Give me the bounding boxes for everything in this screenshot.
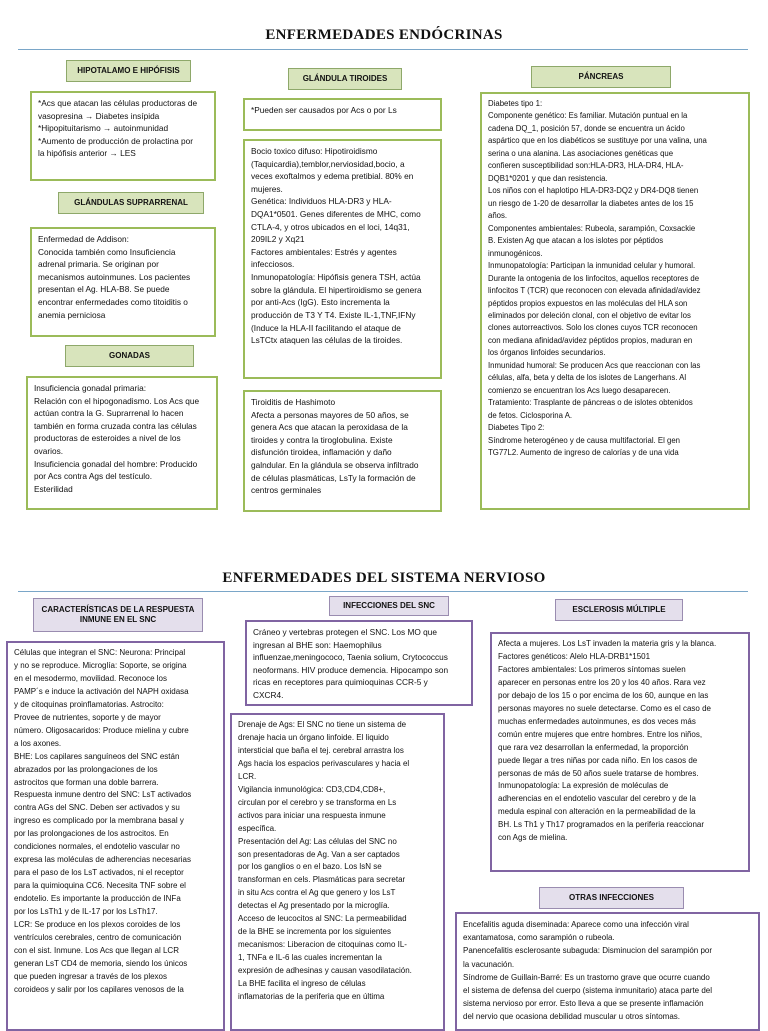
header-hipotalamo: HIPOTALAMO E HIPÓFISIS <box>66 60 191 82</box>
header-infecciones-snc: INFECCIONES DEL SNC <box>329 596 449 616</box>
text-line: común entre mujeres que entre hombres. Entre los niños, <box>498 729 703 739</box>
text-line: para el paso de los LsT activados, ni el receptor <box>14 868 184 878</box>
text-line: DQB1*0201 y que dan resistencia. <box>488 173 608 183</box>
text-line: muchas enfermedades autoinmunes, es dos veces más <box>498 716 696 726</box>
text-line: medula espinal con alteración en la permeabilidad de la <box>498 807 696 817</box>
header-suprarrenal: GLÁNDULAS SUPRARRENAL <box>58 192 204 214</box>
text-line: *Hipopituitarismo → autoinmunidad <box>38 123 169 134</box>
header-otras-infecciones: OTRAS INFECCIONES <box>539 887 684 909</box>
text-line: Componente genético: Es familiar. Mutación puntual en la <box>488 111 688 121</box>
text-line: por debajo de los 15 o por encima de los 60, aunque en las <box>498 690 709 700</box>
divider <box>18 49 748 50</box>
text-line: confieren susceptibilidad son:HLA-DR3, HLA-DR4, HLA- <box>488 161 684 171</box>
text-line: Provee de nutrientes, soporte y de mayor <box>14 712 161 722</box>
text-line: 1, TNFa e IL-6 las cuales incrementan la <box>238 953 382 963</box>
text-line: Diabetes Tipo 2: <box>488 423 545 433</box>
text-line: drenaje hacia un órgano linfoide. El liquido <box>238 732 389 742</box>
text-line: sistema nervioso por error. Esto lleva a que se presente inflamación <box>463 999 704 1009</box>
header-tiroides: GLÁNDULA TIROIDES <box>288 68 402 90</box>
text-line: también en forma cruzada contra las células <box>34 420 197 431</box>
text-line: transforman en cels. Plasmáticas para secretar <box>238 875 406 885</box>
header-gonadas: GONADAS <box>65 345 194 367</box>
text-line: la hipófisis anterior → LES <box>38 148 136 159</box>
text-line: Conocida también como Insuficiencia <box>38 246 176 257</box>
header-esclerosis: ESCLEROSIS MÚLTIPLE <box>555 599 683 621</box>
text-line: DQA1*0501. Genes diferentes de MHC, como <box>251 209 421 220</box>
text-line: ingresan al BHE son: Haemophilus <box>253 639 382 650</box>
text-line: Ags hacia los espacios perivasculares y hacia el <box>238 758 410 768</box>
text-line: Inmunopatología: Participan la inmunidad celular y humoral. <box>488 261 696 271</box>
text-line: veces exoftalmos y edema pretibial. 80% en <box>251 171 414 182</box>
text-line: Vigilancia inmunológica: CD3,CD4,CD8+, <box>238 784 386 794</box>
text-line: TG77L2. Aumento de ingreso de calorías y de una vida <box>488 448 679 458</box>
text-line: para la quimioquina CC6. Necesita TNF sobre el <box>14 881 186 891</box>
text-line: en el mesodermo, movilidad. Reconoce los <box>14 673 167 683</box>
text-line: producción de T3 Y T4. Existe IL-1,TNF,IFNy <box>251 309 416 320</box>
text-line: y no se reproduce. Microglía: Soporte, se origina <box>14 660 187 670</box>
text-line: BHE: Los capilares sanguíneos del SNC están <box>14 751 180 761</box>
header-respuesta-inmune: CARACTERÍSTICAS DE LA RESPUESTA INMUNE EN EL SNC <box>33 598 203 632</box>
text-line: *Aumento de producción de prolactina por <box>38 135 193 146</box>
text-line: Afecta a mujeres. Los LsT invaden la materia gris y la blanca. <box>498 639 717 648</box>
text-line: Componentes ambientales: Rubeola, sarampión, Coxsackie <box>488 223 696 233</box>
text-line: centros germinales <box>251 485 322 496</box>
text-line: coroideos y salir por los capilares venosos de la <box>14 984 184 994</box>
text-line: linfocitos T (TCR) que reconocen con elevada afinidad/avidez <box>488 286 701 296</box>
text-line: con mediana afinidad/avidez péptidos propios, maduran en <box>488 335 693 345</box>
text-line: Factores genéticos: Alelo HLA-DRB1*1501 <box>498 651 651 661</box>
text-line: por anti-Acs (IgG). Esto incrementa la <box>251 297 390 308</box>
text-line: expresa las moléculas de adherencias necesarias <box>14 855 191 865</box>
text-line: clones autorreactivos. Solo los clones cuyos TCR reconocen <box>488 323 698 333</box>
text-line: abrazados por las prolongaciones de los <box>14 764 158 774</box>
text-line: LCR: Se produce en los plexos coroides de los <box>14 920 181 930</box>
text-line: aparecer en personas entre los 20 y los 40 años. Rara vez <box>498 677 706 687</box>
text-line: por las prolongaciones de los astrocitos. En <box>14 829 169 839</box>
text-line: péptidos propios expuestos en las moléculas del HLA son <box>488 298 688 308</box>
text-line: CTLA-4, y otros ubicados en el loci, 14q31, <box>251 221 410 232</box>
box-otras-infecciones <box>455 912 760 1031</box>
text-line: que rara vez desarrollan la enfermedad, la proporción <box>498 742 689 752</box>
text-line: Panencefalitis esclerosante subaguda: Disminucion del sarampión por <box>463 946 713 956</box>
text-line: Diabetes tipo 1: <box>488 99 543 108</box>
text-line: mecanismos autoinmunes. Los pacientes <box>38 271 191 282</box>
text-line: detectas el Ag presentado por la microglía. <box>238 901 390 911</box>
text-line: Síndrome de Guillain-Barré: Es un trastorno grave que ocurre cuando <box>463 972 710 982</box>
text-line: personas de más de 50 años suele tratarse de hombres. <box>498 768 699 778</box>
text-line: aspártico que en los diabéticos se sustituye por una valina, una <box>488 136 707 146</box>
text-line: adherencias en el endotelio vascular del cerebro y de la <box>498 794 696 804</box>
text-line: Cráneo y vertebras protegen el SNC. Los MO que <box>253 627 438 637</box>
text-line: in situ Acs contra el Ag que genero y los LsT <box>238 888 396 898</box>
text-line: mujeres. <box>251 183 283 194</box>
box-infecciones-bottom <box>230 713 445 1031</box>
text-line: específica. <box>238 823 277 833</box>
text-line: presentan el Ag. HLA-B8. Se puede <box>38 284 170 295</box>
text-line: Encefalitis aguda diseminada: Aparece como una infección viral <box>463 920 689 929</box>
text-line: ventrículos cerebrales, centro de comunicación <box>14 932 182 942</box>
text-line: Inmunopatología: Hipófisis genera TSH, actúa <box>251 272 421 283</box>
text-line: infecciosos. <box>251 259 295 270</box>
box-suprarrenal <box>30 227 216 337</box>
text-line: que pueden ingresar a través de los plexos <box>14 971 167 981</box>
text-line: por los ganglios o en el bazo. Los lsN se <box>238 862 382 872</box>
text-line: astrocitos que forman una doble barrera. <box>14 777 159 787</box>
header-pancreas: PÁNCREAS <box>531 66 671 88</box>
text-line: productoras de esteroides a nivel de los <box>34 433 181 444</box>
text-line: Durante la ontogenia de los linfocitos, aquellos receptores de <box>488 273 700 283</box>
text-line: galndular. En la glándula se observa infiltrado <box>251 460 419 471</box>
text-line: Factores ambientales: Estrés y agentes <box>251 246 397 257</box>
section-title-endocrinas: ENFERMEDADES ENDÓCRINAS <box>265 27 503 43</box>
text-line: por los LsTh1 y de IL-17 por los LsTh17. <box>14 907 158 917</box>
text-line: células, alfa, beta y delta de los islotes de Langerhans. Al <box>488 373 687 383</box>
divider <box>18 591 748 592</box>
text-line: vasopresina → Diabetes insípida <box>38 110 160 121</box>
text-line: tiroides y contra la tiroglobulina. Existe <box>251 434 393 445</box>
box-tiroides-intro <box>243 98 442 131</box>
text-line: Afecta a personas mayores de 50 años, se <box>251 409 409 420</box>
text-line: CXCR4. <box>253 690 284 701</box>
text-line: inmunogénicos. <box>488 248 543 258</box>
text-line: de células plasmáticas, LsTy la formación de <box>251 472 416 483</box>
text-line: endotelio. Es importante la producción de INFa <box>14 894 181 904</box>
text-line: Presentación del Ag: Las células del SNC no <box>238 836 397 846</box>
text-line: activos para iniciar una respuesta inmune <box>238 810 386 820</box>
text-line: Síndrome heterogéneo y de causa multifactorial. El gen <box>488 435 681 445</box>
text-line: Inmunidad humoral: Se producen Acs que reaccionan con las <box>488 360 701 370</box>
box-bocio <box>243 139 442 379</box>
text-line: Bocio toxico difuso: Hipotiroidismo <box>251 146 378 156</box>
text-line: cadena DQ_1, posición 57, donde se encuentra un ácido <box>488 123 685 133</box>
text-line: Drenaje de Ags: El SNC no tiene un sistema de <box>238 720 407 729</box>
text-line: Genética: Individuos HLA-DR3 y HLA- <box>251 196 392 207</box>
text-line: generan LsT CD4 de memoria, siendo los únicos <box>14 958 188 968</box>
text-line: Acceso de leucocitos al SNC: La permeabilidad <box>238 914 407 924</box>
text-line: eliminados por deleción clonal, con el objetivo de evitar los <box>488 310 691 320</box>
box-infecciones-top <box>245 620 473 706</box>
text-line: Esterilidad <box>34 483 73 494</box>
text-line: comienzo se encuentran los Acs luego desaparecen. <box>488 385 671 395</box>
text-line: *Acs que atacan las células productoras de <box>38 98 198 108</box>
text-line: (Taquicardia),temblor,nerviosidad,bocio, a <box>251 158 405 169</box>
text-line: ricas en receptores para quimioquinas CCR-5 y <box>253 677 428 688</box>
text-line: B. Existen Ag que atacan a los islotes por péptidos <box>488 236 664 246</box>
text-line: Los niños con el haplotipo HLA-DR3-DQ2 y DR4-DQ8 tienen <box>488 186 699 196</box>
text-line: exantamatosa, como sarampión o rubeola. <box>463 933 615 943</box>
text-line: son presentadoras de Ag. Van a ser captados <box>238 849 400 859</box>
box-hashimoto <box>243 390 442 512</box>
text-line: disfunción tiroidea, inflamación y daño <box>251 447 392 458</box>
text-line: y de citoquinas proinflamatorias. Astrocito: <box>14 699 164 709</box>
text-line: serina o una alanina. Las asociaciones genéticas que <box>488 148 674 158</box>
text-line: PAMP´s e induce la activación del NAPH oxidasa <box>14 686 189 696</box>
text-line: de la BHE se incrementa por los siguientes <box>238 927 391 937</box>
text-line: influenzae,meningococo, Taenia solium, Crytococcus <box>253 652 448 663</box>
text-line: encontrar enfermedades como titoiditis o <box>38 297 188 308</box>
text-line: (Induce la HLA-II facilitando el ataque de <box>251 322 401 333</box>
text-line: 209IL2 y Xq21 <box>251 234 305 245</box>
text-line: puede llegar a tres niñas por cada niño. En los casos de <box>498 755 698 765</box>
text-line: inflamatorias de la periferia que en última <box>238 992 385 1002</box>
text-line: Respuesta inmune dentro del SNC: LsT activados <box>14 790 192 800</box>
box-gonadas <box>26 376 218 510</box>
section-title-sistema-nervioso: ENFERMEDADES DEL SISTEMA NERVIOSO <box>222 570 546 586</box>
text-line: anemia perniciosa <box>38 309 106 320</box>
text-line: del nervio que ocasiona debilidad muscular u otros síntomas. <box>463 1012 681 1022</box>
text-line: personas mayores no suele detectarse. Como es el caso de <box>498 703 712 713</box>
text-line: actúan contra la G. Suprarrenal lo hacen <box>34 408 184 419</box>
text-line: años. <box>488 211 508 221</box>
text-line: condiciones normales, el endotelio vascular no <box>14 842 180 852</box>
text-line: Tratamiento: Trasplante de páncreas o de islotes obtenidos <box>488 398 693 408</box>
text-line: La BHE facilita el ingreso de células <box>238 979 366 989</box>
text-line: Relación con el hipogonadismo. Los Acs que <box>34 395 200 406</box>
text-line: de fetos. Ciclosporina A. <box>488 410 573 420</box>
text-line: neoformans. HIV produce demencia. Hipocampo son <box>253 664 449 675</box>
text-line: Inmunopatología: La expresión de moléculas de <box>498 781 669 791</box>
text-line: ovarios. <box>34 446 64 457</box>
text-line: Insuficiencia gonadal del hombre: Producido <box>34 458 198 469</box>
text-line: mecanismos: Liberacion de citoquinas como IL- <box>238 940 407 950</box>
text-line: LsTCtx ataquen las células de la tiroides. <box>251 335 403 346</box>
box-pancreas <box>480 92 750 510</box>
text-line: el sistema de defensa del cuerpo (sistema inmunitario) ataca parte del <box>463 985 713 995</box>
text-line: Factores ambientales: Los primeros síntomas suelen <box>498 664 686 674</box>
text-line: genera Acs que atacan la peroxidasa de la <box>251 422 408 433</box>
text-line: a los axones. <box>14 738 62 748</box>
text-line: LCR. <box>238 771 257 781</box>
text-line: circulan por el cerebro y se transforma en Ls <box>238 797 397 807</box>
text-line: la vacunación. <box>463 959 515 969</box>
text-line: intersticial que baña el tej. cerebral arrastra los <box>238 745 404 755</box>
text-line: Insuficiencia gonadal primaria: <box>34 383 147 393</box>
text-line: expresión de adhesinas y causan vasodilatación. <box>238 966 412 976</box>
text-line: ingreso es complicado por la membrana basal y <box>14 816 184 826</box>
text-line: un riesgo de 1-20 de desarrollar la diabetes antes de los 15 <box>488 198 694 208</box>
text-line: por Acs contra Ags del testículo. <box>34 471 153 482</box>
text-line: los órganos linfoides secundarios. <box>488 348 606 358</box>
text-line: Enfermedad de Addison: <box>38 234 129 244</box>
text-line: número. Oligosacaridos: Produce mielina y cubre <box>14 725 189 735</box>
text-line: contra AGs del SNC. Deben ser activados y su <box>14 803 180 813</box>
text-line: Tiroiditis de Hashimoto <box>251 397 336 407</box>
text-line: sobre la glándula. El hipertiroidismo se genera <box>251 284 422 295</box>
text-line: con Ags de mielina. <box>498 833 568 843</box>
box-hipotalamo <box>30 91 216 181</box>
box-respuesta-inmune <box>6 641 225 1031</box>
text-line: Células que integran el SNC: Neurona: Principal <box>14 648 186 657</box>
text-line: adrenal primaria. Se originan por <box>38 259 159 270</box>
text-line: con el sist. Inmune. Los Acs que llegan al LCR <box>14 945 179 955</box>
text-line: *Pueden ser causados por Acs o por Ls <box>251 105 397 115</box>
text-line: BH. Ls Th1 y Th17 programados en la periferia reaccionar <box>498 820 705 830</box>
box-esclerosis <box>490 632 750 872</box>
